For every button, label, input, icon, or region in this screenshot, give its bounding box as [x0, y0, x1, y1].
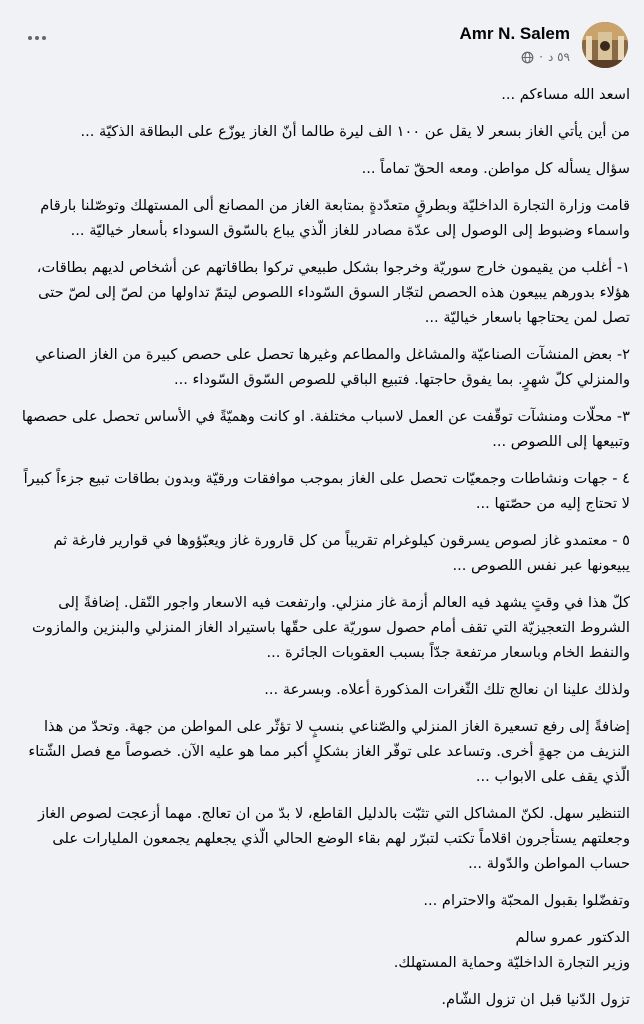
post-paragraph: ٣- محلّات ومنشآت توقّفت عن العمل لاسباب مختلفة. او كانت وهميّةً في الأساس تحصل على حصصها وتبيعها إلى اللصوص ...: [21, 408, 630, 450]
post-paragraph: كلّ هذا في وقتٍ يشهد فيه العالم أزمة غاز منزلي. وارتفعت فيه الاسعار واجور النّقل. إضافةً إلى الشروط التعجيزيّة التي تقف أمام حصول سوريّة على حقّها باستيراد الغاز المنزلي والبنزين والمازوت والنفط الخام وباسعار مرتفعة جدّاً بسبب العقوبات الجائرة ...: [32, 594, 630, 661]
signature-name: الدكتور عمرو سالم: [515, 929, 630, 946]
dot-separator: ·: [539, 50, 543, 64]
post-paragraph: وتفضّلوا بقبول المحبّة والاحترام ...: [423, 892, 630, 909]
avatar[interactable]: [582, 22, 628, 68]
more-dots-icon[interactable]: [28, 36, 46, 40]
author-name[interactable]: Amr N. Salem: [459, 24, 570, 43]
post-header: [0, 14, 644, 74]
post-time[interactable]: ٥٩ د: [547, 50, 570, 64]
post-paragraph: قامت وزارة التجارة الداخليّة وبطرقٍ متعدّدةٍ بمتابعة الغاز من المصانع ألى المستهلك وتوصّلنا بارقام واسماء وضبوط إلى الوصول إلى عدّة مصادر للغاز الّذي يباع بالسّوق السوداء بأسعار خياليّة ...: [40, 197, 630, 239]
post-meta: [521, 50, 570, 64]
closing-line: تزول الدّنيا قبل ان تزول الشّام.: [441, 991, 630, 1008]
post-paragraph: ولذلك علينا ان نعالج تلك الثّغرات المذكورة أعلاه. وبسرعة ...: [264, 681, 630, 698]
post-paragraph: إضافةً إلى رفع تسعيرة الغاز المنزلي والصّناعي بنسبٍ لا تؤثّر على المواطن من جهة. وتحدّ من هذا النزيف من جهةٍ أخرى. وتساعد على توفّر الغاز بشكلٍ أكبر مما هو عليه الآن. خصوصاً مع فصل الشّتاء الّذي يقف على الابواب ...: [28, 718, 630, 785]
post-paragraph: ١- أغلب من يقيمون خارج سوريّة وخرجوا بشكل طبيعي تركوا بطاقاتهم عن أشخاص لديهم بطاقات، هؤلاء بدورهم يبيعون هذه الحصص لتجّار السوق السّوداء اللصوص ليتمّ تداولها من لصّ إلى لصّ حتى تصل لمن يحتاجها باسعار خياليّة ...: [36, 259, 630, 326]
post-paragraph: من أين يأتي الغاز بسعر لا يقل عن ١٠٠ الف ليرة طالما أنّ الغاز يوزّع على البطاقة الذكيّة ...: [80, 123, 630, 140]
post-body: [12, 82, 630, 1024]
post-paragraph: ٤ - جهات ونشاطات وجمعيّات تحصل على الغاز بموجب موافقات ورقيّة وبدون بطاقات تبيع جزءاً كبيراً لا تحتاج إليه من حصّتها ...: [23, 470, 630, 512]
post-paragraph: ٢- بعض المنشآت الصناعيّة والمشاغل والمطاعم وغيرها تحصل على حصص كبيرة من الغاز الصناعي والمنزلي كلّ شهرٍ. بما يفوق حاجتها. فتبيع الباقي للصوص السّوق السّوداء ...: [35, 346, 630, 388]
avatar-image: [582, 22, 628, 68]
post-paragraph: اسعد الله مساءكم ...: [501, 86, 630, 103]
signature-title: وزير التجارة الداخليّة وحماية المستهلك.: [393, 954, 630, 971]
post-paragraph: ٥ - معتمدو غاز لصوص يسرقون كيلوغرام تقريباً من كل قارورة غاز ويعبّؤوها في قوارير فارغة ثم يبيعونها عبر نفس اللصوص ...: [53, 532, 630, 574]
post-paragraph: سؤال يسأله كل مواطن. ومعه الحقّ تماماً ...: [361, 160, 630, 177]
globe-icon: [521, 51, 534, 64]
post-paragraph: التنظير سهل. لكنّ المشاكل التي تثبّت بالدليل القاطع، لا بدّ من ان تعالج. مهما أزعجت لصوص الغاز وجعلتهم يستأجرون اقلاماً تكتب لتبرّر لهم بقاء الوضع الحالي الّذي يجعلهم يجمعون المليارات على حساب المواطن والدّولة ...: [38, 805, 630, 872]
